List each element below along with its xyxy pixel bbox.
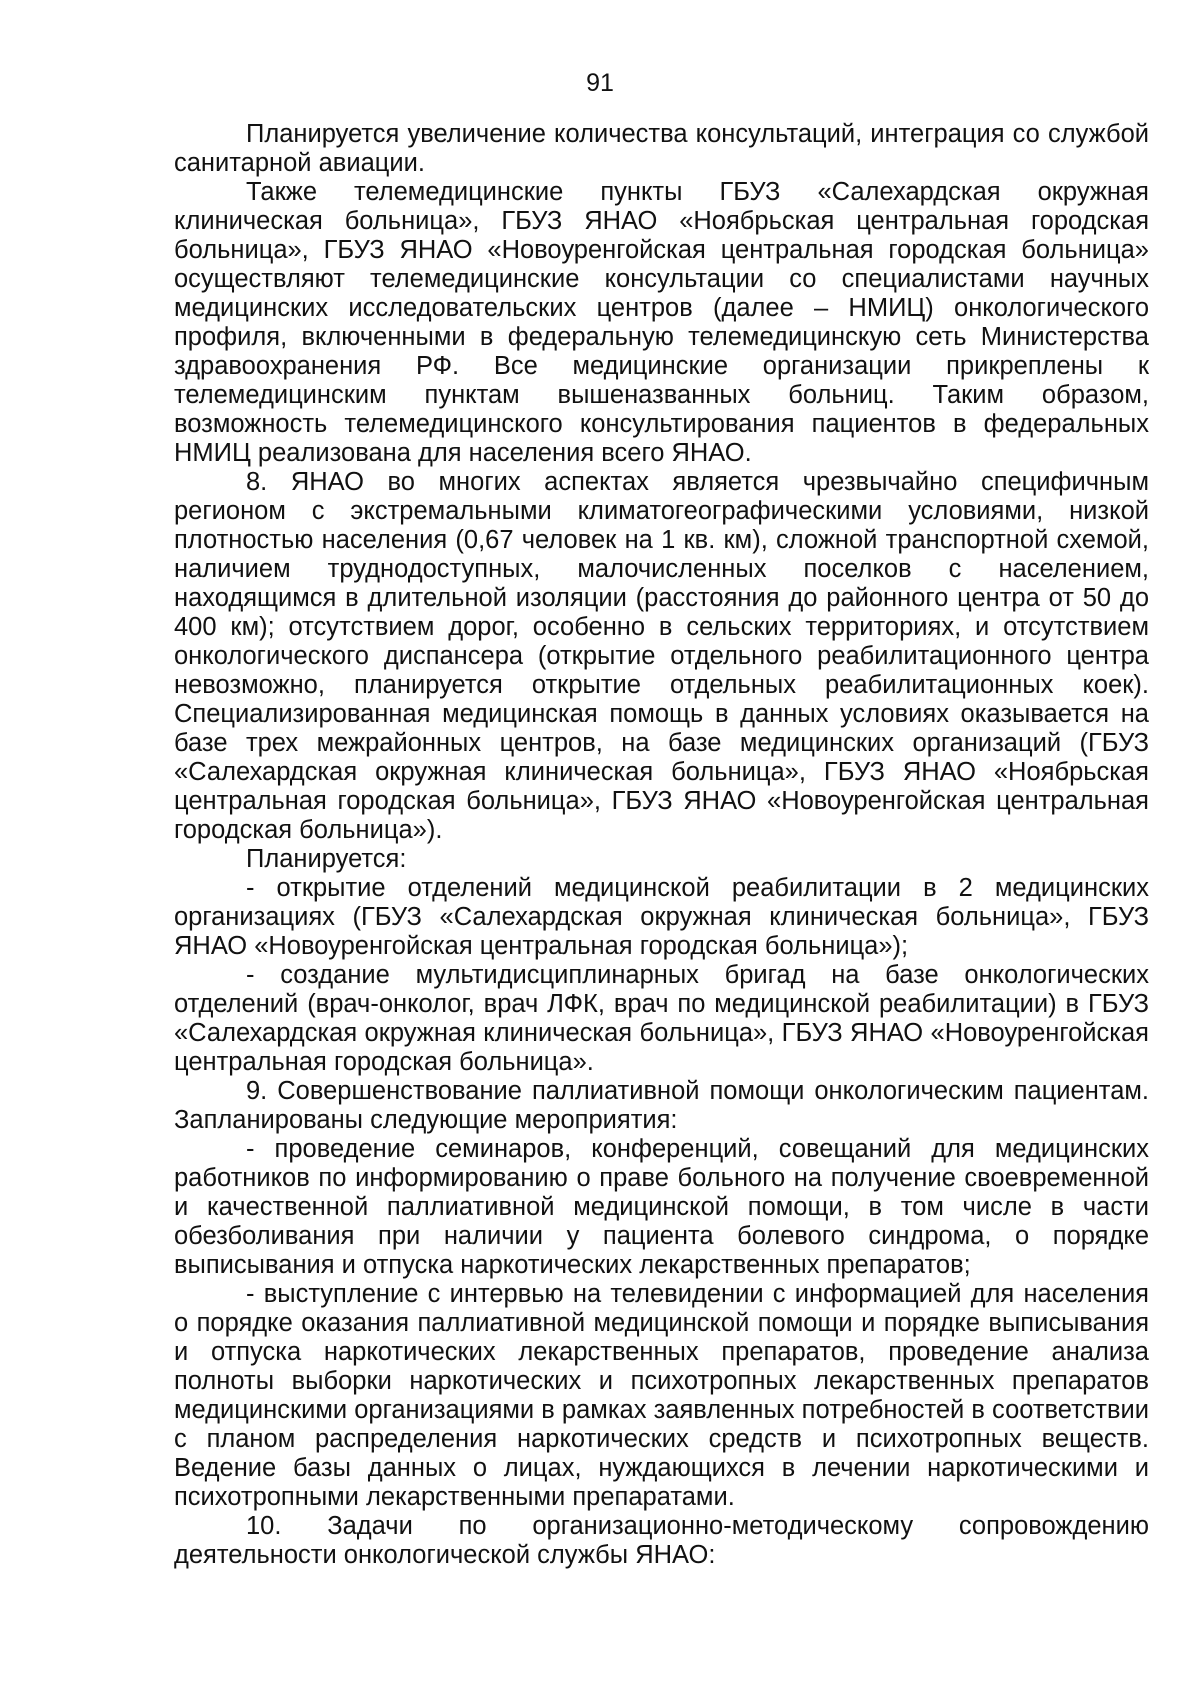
document-body bbox=[174, 120, 1149, 1570]
paragraph-item-9: 9. Совершенствование паллиативной помощи онкологическим пациентам. Запланированы следующие мероприятия: bbox=[174, 1077, 1149, 1134]
paragraph-item-8: 8. ЯНАО во многих аспектах является чрезвычайно специфичным регионом с экстремальными климатогеографическими условиями, низкой плотностью населения (0,67 человек на 1 кв. км), сложной транспортной схемой, наличием труднодоступных, малочисленных поселков с населением, находящимся в длительной изоляции (расстояния до районного центра от 50 до 400 км); отсутствием дорог, особенно в сельских территориях, и отсутствием онкологического диспансера (открытие отдельного реабилитационного центра невозможно, планируется открытие отдельных реабилитационных коек). Специализированная медицинская помощь в данных условиях оказывается на базе трех межрайонных центров, на базе медицинских организаций (ГБУЗ «Салехардская окружная клиническая больница», ГБУЗ ЯНАО «Ноябрьская центральная городская больница», ГБУЗ ЯНАО «Новоуренгойская центральная городская больница»). bbox=[174, 468, 1149, 844]
paragraph-planned-heading: Планируется: bbox=[246, 845, 407, 873]
paragraph-item-10: 10. Задачи по организационно-методическому сопровождению деятельности онкологической службы ЯНАО: bbox=[174, 1512, 1149, 1569]
paragraph-sanavia: Планируется увеличение количества консультаций, интеграция со службой санитарной авиации. bbox=[174, 120, 1149, 177]
list-item-tv-interview: - выступление с интервью на телевидении с информацией для населения о порядке оказания паллиативной медицинской помощи и порядке выписывания и отпуска наркотических лекарственных препаратов, проведение анализа полноты выборки наркотических и психотропных лекарственных препаратов медицинскими организациями в рамках заявленных потребностей в соответствии с планом распределения наркотических средств и психотропных веществ. Ведение базы данных о лицах, нуждающихся в лечении наркотическими и психотропными лекарственными препаратами. bbox=[174, 1280, 1149, 1511]
paragraph-telemedicine-points: Также телемедицинские пункты ГБУЗ «Салехардская окружная клиническая больница», ГБУЗ ЯНАО «Ноябрьская центральная городская больница», ГБУЗ ЯНАО «Новоуренгойская центральная городская больница» осуществляют телемедицинские консультации со специалистами научных медицинских исследовательских центров (далее – НМИЦ) онкологического профиля, включенными в федеральную телемедицинскую сеть Министерства здравоохранения РФ. Все медицинские организации прикреплены к телемедицинским пунктам вышеназванных больниц. Таким образом, возможность телемедицинского консультирования пациентов в федеральных НМИЦ реализована для населения всего ЯНАО. bbox=[174, 178, 1149, 467]
page-number: 91 bbox=[586, 69, 614, 97]
list-item-rehab-departments: - открытие отделений медицинской реабилитации в 2 медицинских организациях (ГБУЗ «Салехардская окружная клиническая больница», ГБУЗ ЯНАО «Новоуренгойская центральная городская больница»); bbox=[174, 874, 1149, 960]
list-item-multidisciplinary-teams: - создание мультидисциплинарных бригад на базе онкологических отделений (врач-онколог, врач ЛФК, врач по медицинской реабилитации) в ГБУЗ «Салехардская окружная клиническая больница», ГБУЗ ЯНАО «Новоуренгойская центральная городская больница». bbox=[174, 961, 1149, 1076]
list-item-seminars: - проведение семинаров, конференций, совещаний для медицинских работников по информированию о праве больного на получение своевременной и качественной паллиативной медицинской помощи, в том числе в части обезболивания при наличии у пациента болевого синдрома, о порядке выписывания и отпуска наркотических лекарственных препаратов; bbox=[174, 1135, 1149, 1279]
